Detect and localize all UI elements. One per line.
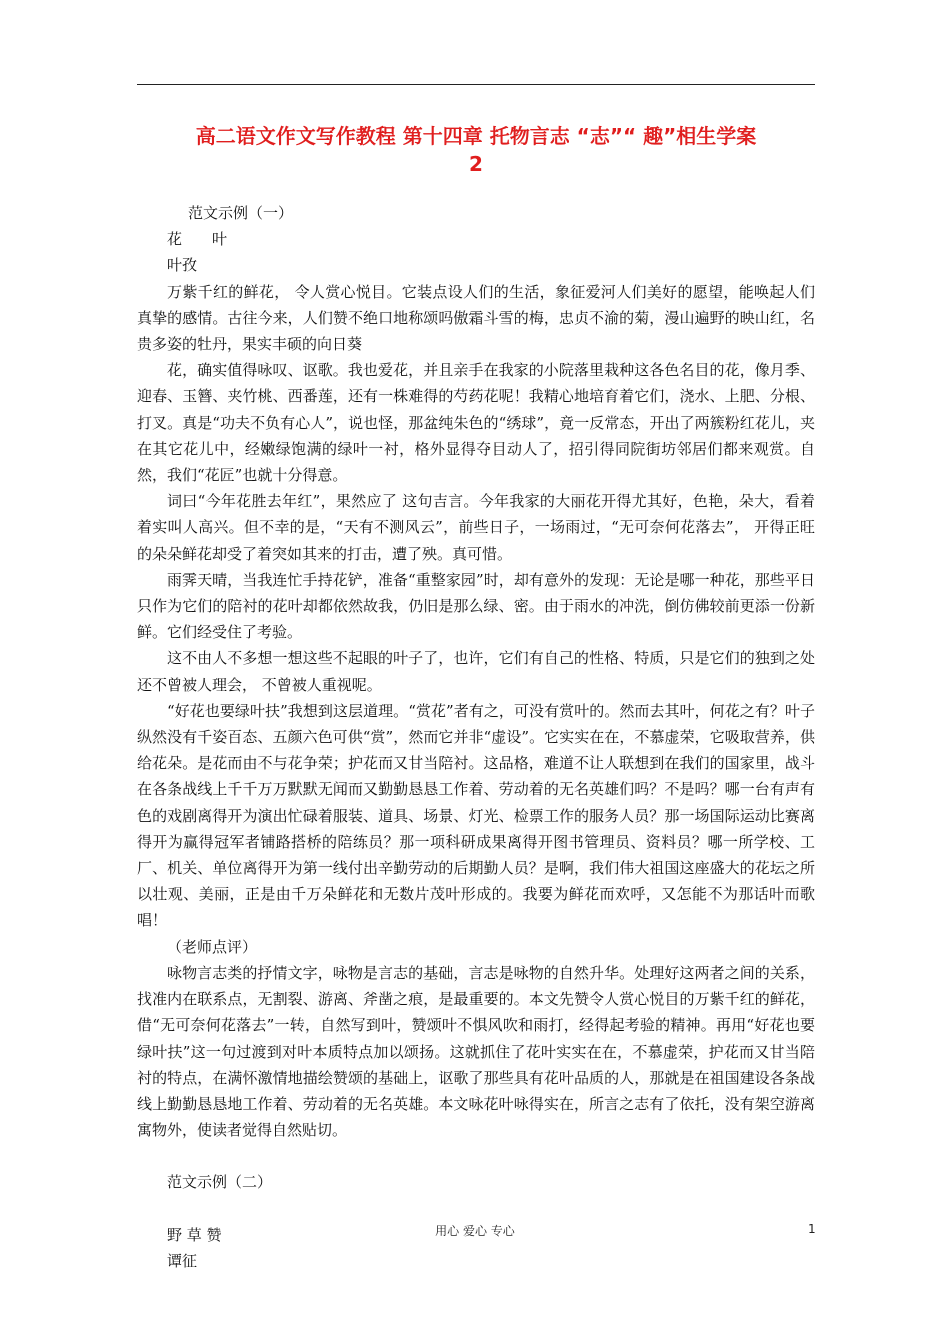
body-paragraph: “好花也要绿叶扶”我想到这层道理。“赏花”者有之，可没有赏叶的。然而去其叶，何花之有？叶子纵然没有千姿百态、五颜六色可供“赏”，然而它并非“虚设”。它实实在在，不慕虚荣，它吸取营养，供给花朵。是花而由不与花争荣；护花而又甘当陪衬。这品格，难道不让人联想到在我们的国家里，战斗在各条战线上千千万万默默无闻而又勤勤恳恳工作着、劳动着的无名英雄们吗？不是吗？哪一台有声有色的戏剧离得开为演出忙碌着服装、道具、场景、灯光、检票工作的服务人员？那一场国际运动比赛离得开为赢得冠军者铺路搭桥的陪练员？那一项科研成果离得开图书管理员、资料员？哪一所学校、工厂、机关、单位离得开为第一线付出辛勤劳动的后期勤人员？是啊，我们伟大祖国这座盛大的花坛之所以壮观、美丽，正是由千万朵鲜花和无数片茂叶形成的。我要为鲜花而欢呼，又怎能不为那话叶而歌唱！ — [137, 701, 815, 930]
body-paragraph: 花，确实值得咏叹、讴歌。我也爱花，并且亲手在我家的小院落里栽种这各色名目的花，像月季、迎春、玉簪、夹竹桃、西番莲，还有一株难得的芍药花呢！我精心地培育着它们，浇水、上肥、分根、打叉。真是“功夫不负有心人”，说也怪，那盆纯朱色的“绣球”，竟一反常态，开出了两簇粉红花儿，夹在其它花儿中，经嫩绿饱满的绿叶一衬，格外显得夺目动人了，招引得同院街坊邻居们都来观赏。自然，我们“花匠”也就十分得意。 — [137, 361, 815, 485]
page-number: 1 — [808, 1222, 816, 1236]
sample-1-label: 范文示例（一） — [188, 204, 294, 222]
sample-2-author: 谭征 — [167, 1251, 198, 1270]
body-paragraph: 雨霁天晴，当我连忙手持花铲，准备“重整家园”时，却有意外的发现：无论是哪一种花，那些平日只作为它们的陪衬的花叶却都依然故我，仍旧是那么绿、密。由于雨水的冲洗，倒仿佛较前更添一份新鲜。它们经受住了考验。 — [137, 570, 815, 642]
header-rule — [137, 84, 815, 85]
body-paragraph: 词曰“今年花胜去年红”，果然应了 这句吉言。今年我家的大丽花开得尤其好，色艳，朵大，看着着实叫人高兴。但不幸的是，“天有不测风云”，前些日子，一场雨过，“无可奈何花落去”， 开得正旺的朵朵鲜花却受了着突如其来的打击，遭了殃。真可惜。 — [137, 492, 815, 563]
teacher-comment-label: （老师点评） — [167, 937, 258, 956]
sample-1-author: 叶孜 — [167, 256, 198, 275]
sample-2-heading: 野 草 赞 — [167, 1225, 222, 1244]
title-line-2: 2 — [469, 152, 483, 176]
sample-1-heading: 花 叶 — [167, 230, 228, 249]
document-title — [137, 122, 815, 178]
sample-2-label: 范文示例（二） — [167, 1173, 273, 1192]
document-body — [137, 200, 815, 1274]
footer-motto: 用心 爱心 专心 — [435, 1224, 515, 1238]
body-paragraph: 这不由人不多想一想这些不起眼的叶子了，也许，它们有自己的性格、特质，只是它们的独到之处还不曾被人理会， 不曾被人重视呢。 — [137, 649, 815, 694]
body-paragraph: 万紫千红的鲜花， 令人赏心悦目。它装点设人们的生活，象征爱河人们美好的愿望，能唤起人们真挚的感情。古往今来，人们赞不绝口地称颂吗傲霜斗雪的梅，忠贞不渝的菊，漫山遍野的映山红，名贵多姿的牡丹，果实丰硕的向日葵 — [137, 282, 815, 354]
teacher-comment: 咏物言志类的抒情文字，咏物是言志的基础，言志是咏物的自然升华。处理好这两者之间的关系，找准内在联系点，无割裂、游离、斧凿之痕，是最重要的。本文先赞令人赏心悦目的万紫千红的鲜花，借“无可奈何花落去”一转，自然写到叶，赞颂叶不惧风吹和雨打，经得起考验的精神。再用“好花也要绿叶扶”这一句过渡到对叶本质特点加以颂扬。这就抓住了花叶实实在在，不慕虚荣，护花而又甘当陪衬的特点，在满怀激情地描绘赞颂的基础上，讴歌了那些具有花叶品质的人，那就是在祖国建设各条战线上勤勤恳恳地工作着、劳动着的无名英雄。本文咏花叶咏得实在，所言之志有了依托，没有架空游离寓物外，使读者觉得自然贴切。 — [137, 963, 815, 1140]
title-line-1: 高二语文作文写作教程 第十四章 托物言志 “志”“ 趣”相生学案 — [195, 124, 757, 148]
